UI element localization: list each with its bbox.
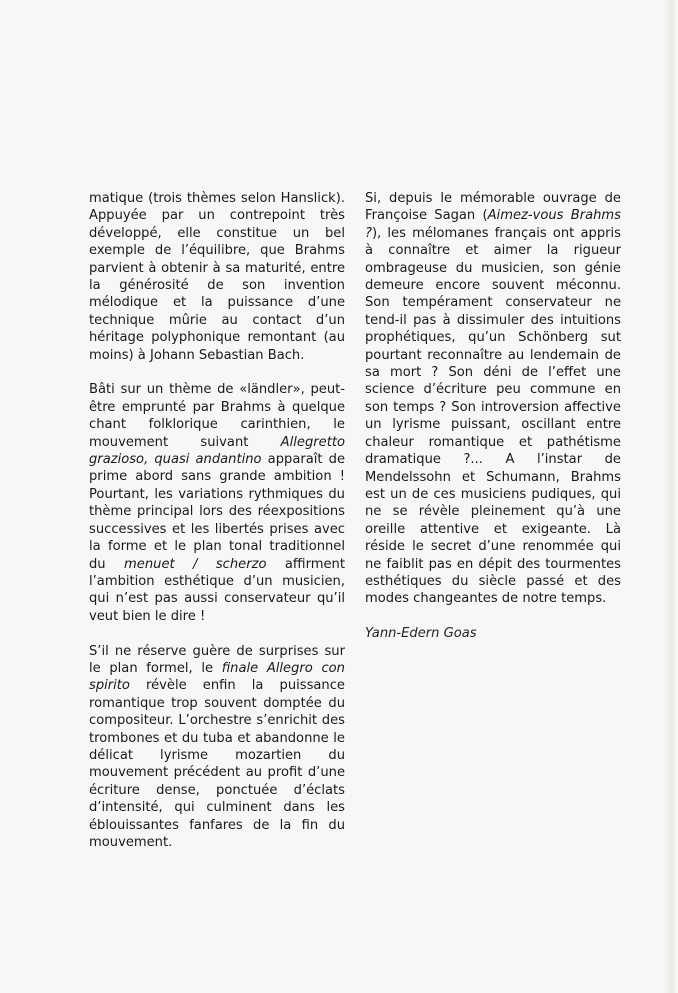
paragraph-text: S’il ne réserve guère de surprises sur le plan formel, le	[89, 643, 345, 676]
page-edge-shadow	[664, 0, 678, 993]
paragraph-text: révèle enfin la puissance romantique trop souvent domptée du compositeur. L’orchestre s’enrichit des trombones et du tuba et abandonne le délicat lyrisme mozartien du mouvement précédent au profit d’une écriture dense, ponctuée d’éclats d’intensité, qui culminent dans les éblouissantes fanfares de la fin du mouvement.	[89, 678, 345, 850]
paragraph-sagan	[365, 190, 621, 608]
tempo-marking: Allegretto grazioso, quasi andantino	[89, 434, 345, 468]
author-signature: Yann-Edern Goas	[365, 626, 477, 642]
paragraph-text: Bâti sur un thème de «ländler», peut-être emprunté par Brahms à quelque chant folklorique carinthien, le mouvement suivant	[89, 382, 345, 450]
right-text-column	[365, 190, 621, 643]
paragraph-hanslick	[89, 190, 345, 364]
tempo-marking: finale Allegro con spirito	[89, 660, 345, 694]
left-text-column	[89, 190, 345, 869]
paragraph-landler	[89, 381, 345, 625]
paragraph-text: matique (trois thèmes selon Hanslick). Appuyée par un contrepoint très développé, elle constitue un bel exemple de l’équilibre, que Brahms parvient à obtenir à sa maturité, entre la générosité de son invention mélodique et la puissance d’une technique mûrie au contact d’un héritage polyphonique remontant (au moins) à Johann Sebastian Bach.	[89, 191, 345, 363]
form-term: menuet / scherzo	[124, 556, 267, 572]
paragraph-finale	[89, 643, 345, 852]
paragraph-text: ), les mélomanes français ont appris à connaître et aimer la rigueur ombrageuse du musicien, son génie demeure encore souvent méconnu. Son tempérament conservateur ne tend-il pas à dissimuler des intuitions prophétiques, qu’un Schönberg sut pourtant reconnaître au lendemain de sa mort ? Son déni de l’effet une science d’écriture peu commune en son temps ? Son introversion affective un lyrisme puissant, oscillant entre chaleur romantique et pathétisme dramatique ?... A l’instar de Mendelssohn et Schumann, Brahms est un de ces musiciens pudiques, qui ne se révèle pleinement qu’à une oreille attentive et exigeante. Là réside le secret d’une renommée qui ne faiblit pas en dépit des tourmentes esthétiques du siècle passé et des modes changeantes de notre temps.	[365, 225, 621, 607]
paragraph-text: affirment l’ambition esthétique d’un musicien, qui n’est pas aussi conservateur qu’il veut bien le dire !	[89, 556, 345, 624]
book-title: Aimez-vous Brahms ?	[365, 208, 621, 241]
paragraph-text: apparaît de prime abord sans grande ambition ! Pourtant, les variations rythmiques du thème principal lors des réexpositions successives et les libertés prises avec la forme et le plan tonal traditionnel du	[89, 452, 345, 572]
paragraph-text: Si, depuis le mémorable ouvrage de Françoise Sagan (	[365, 191, 621, 224]
